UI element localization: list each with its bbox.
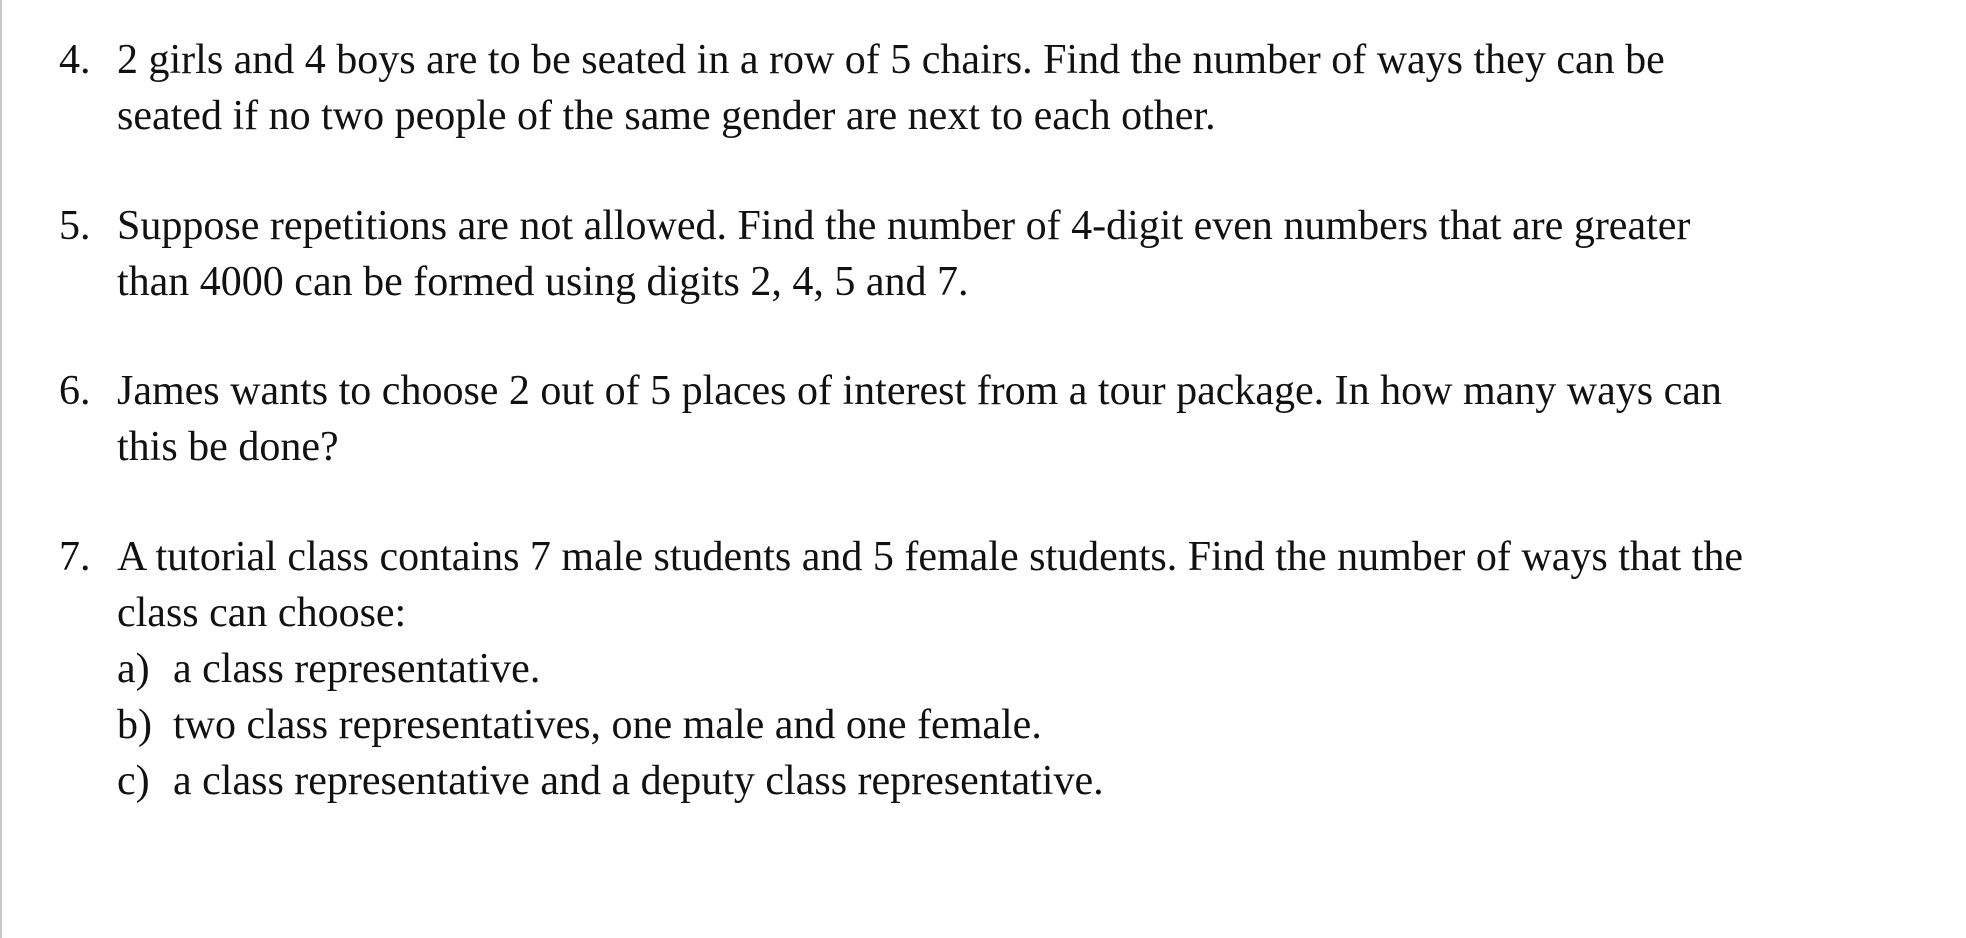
question-number: 7. [59,534,91,580]
sub-question-text: two class representatives, one male and one female. [173,702,1042,748]
question-number: 5. [59,203,91,249]
question-number: 4. [59,37,91,83]
sub-question-label: b) [117,702,152,748]
question-text: James wants to choose 2 out of 5 places of interest from a tour package. In how many ways can [117,368,1722,414]
question-text: than 4000 can be formed using digits 2, 4, 5 and 7. [117,259,969,305]
sub-question-label: a) [117,646,150,692]
question-text: Suppose repetitions are not allowed. Find the number of 4-digit even numbers that are greater [117,203,1691,249]
sub-question-a [59,641,1743,697]
question-line [59,363,1722,419]
sub-question-label: c) [117,758,150,804]
question-text: class can choose: [117,590,407,636]
sub-question-b [59,697,1743,753]
question-7 [59,529,1743,809]
question-4 [59,32,1665,144]
question-text: seated if no two people of the same gender are next to each other. [117,93,1216,139]
question-5 [59,198,1690,310]
question-6 [59,363,1722,475]
question-line [59,198,1690,254]
question-text: this be done? [117,424,339,470]
question-number: 6. [59,368,91,414]
question-line [59,32,1665,88]
question-line [59,529,1743,585]
sub-question-c [59,753,1743,809]
question-text: 2 girls and 4 boys are to be seated in a row of 5 chairs. Find the number of ways they can be [117,37,1665,83]
sub-question-text: a class representative and a deputy class representative. [173,758,1104,804]
sub-question-text: a class representative. [173,646,541,692]
question-text: A tutorial class contains 7 male students and 5 female students. Find the number of ways that the [117,534,1744,580]
